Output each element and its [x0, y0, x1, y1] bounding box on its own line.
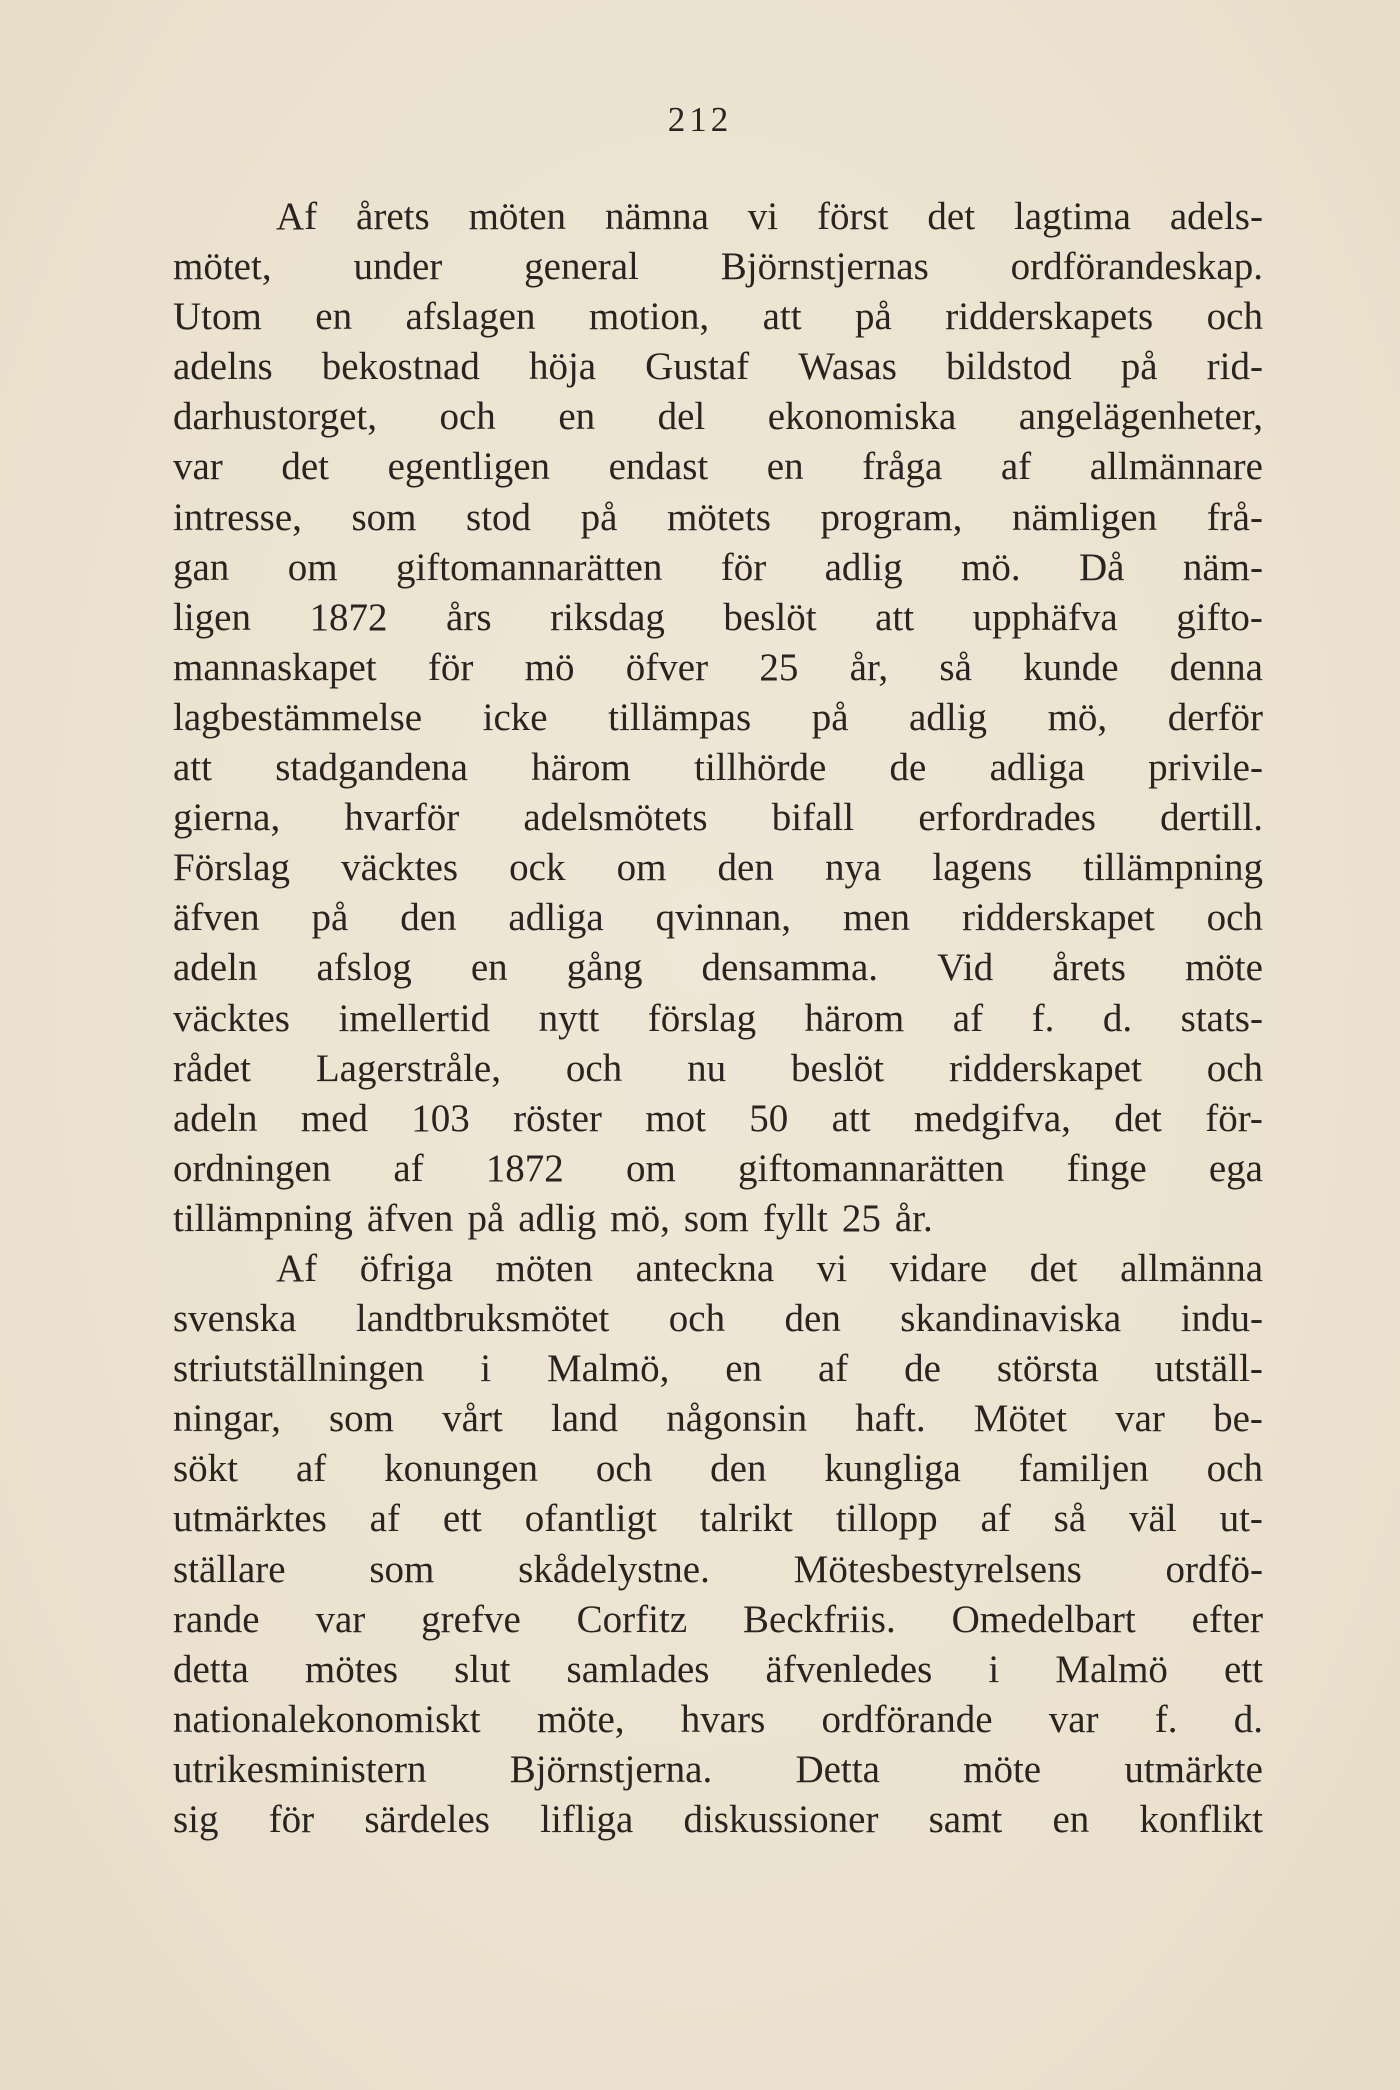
- text-line: mötet, under general Björnstjernas ordförandeskap.: [173, 245, 1263, 289]
- text-line: att stadgandena härom tillhörde de adliga privile-: [173, 746, 1263, 790]
- text-line: Af öfriga möten anteckna vi vidare det allmänna: [276, 1246, 1263, 1290]
- text-line: rådet Lagerstråle, och nu beslöt ridderskapet och: [173, 1046, 1263, 1090]
- text-line: adelns bekostnad höja Gustaf Wasas bildstod på rid-: [173, 345, 1263, 389]
- text-line: Utom en afslagen motion, att på ridderskapets och: [173, 295, 1263, 339]
- text-line: ordningen af 1872 om giftomannarätten finge ega: [173, 1146, 1263, 1190]
- text-line: gan om giftomannarätten för adlig mö. Då näm-: [173, 545, 1263, 589]
- text-line: sig för särdeles lifliga diskussioner samt en konflikt: [173, 1798, 1263, 1841]
- text-line: svenska landtbruksmötet och den skandinaviska indu-: [173, 1297, 1263, 1341]
- text-line: gierna, hvarför adelsmötets bifall erfordrades dertill.: [173, 796, 1263, 840]
- text-line: ningar, som vårt land någonsin haft. Mötet var be-: [173, 1397, 1263, 1441]
- page-number: 212: [667, 100, 733, 139]
- text-line: väcktes imellertid nytt förslag härom af f. d. stats-: [173, 996, 1263, 1040]
- text-line: tillämpning äfven på adlig mö, som fyllt 25 år.: [173, 1196, 933, 1240]
- text-line: ställare som skådelystne. Mötesbestyrelsens ordfö-: [173, 1547, 1263, 1591]
- text-line: Af årets möten nämna vi först det lagtima adels-: [276, 195, 1263, 238]
- text-line: var det egentligen endast en fråga af allmännare: [173, 445, 1263, 489]
- text-line: adeln med 103 röster mot 50 att medgifva, det för-: [173, 1096, 1263, 1140]
- text-line: sökt af konungen och den kungliga familjen och: [173, 1447, 1263, 1491]
- text-line: nationalekonomiskt möte, hvars ordförande var f. d.: [173, 1697, 1263, 1741]
- text-line: Förslag väcktes ock om den nya lagens tillämpning: [173, 846, 1263, 890]
- text-line: mannaskapet för mö öfver 25 år, så kunde denna: [173, 645, 1263, 689]
- text-line: utrikesministern Björnstjerna. Detta möte utmärkte: [173, 1747, 1263, 1791]
- body-text: [173, 192, 1263, 1845]
- text-line: äfven på den adliga qvinnan, men ridderskapet och: [173, 896, 1263, 940]
- text-line: intresse, som stod på mötets program, nämligen frå-: [173, 495, 1263, 539]
- text-line: lagbestämmelse icke tillämpas på adlig mö, derför: [173, 695, 1263, 739]
- text-line: detta mötes slut samlades äfvenledes i Malmö ett: [173, 1647, 1263, 1691]
- text-line: rande var grefve Corfitz Beckfriis. Omedelbart efter: [173, 1597, 1263, 1641]
- text-line: striutställningen i Malmö, en af de största utställ-: [173, 1347, 1263, 1391]
- text-line: darhustorget, och en del ekonomiska angelägenheter,: [173, 395, 1263, 439]
- text-line: utmärktes af ett ofantligt talrikt tillopp af så väl ut-: [173, 1497, 1263, 1541]
- text-line: ligen 1872 års riksdag beslöt att upphäfva gifto-: [173, 595, 1263, 639]
- text-line: adeln afslog en gång densamma. Vid årets möte: [173, 946, 1263, 990]
